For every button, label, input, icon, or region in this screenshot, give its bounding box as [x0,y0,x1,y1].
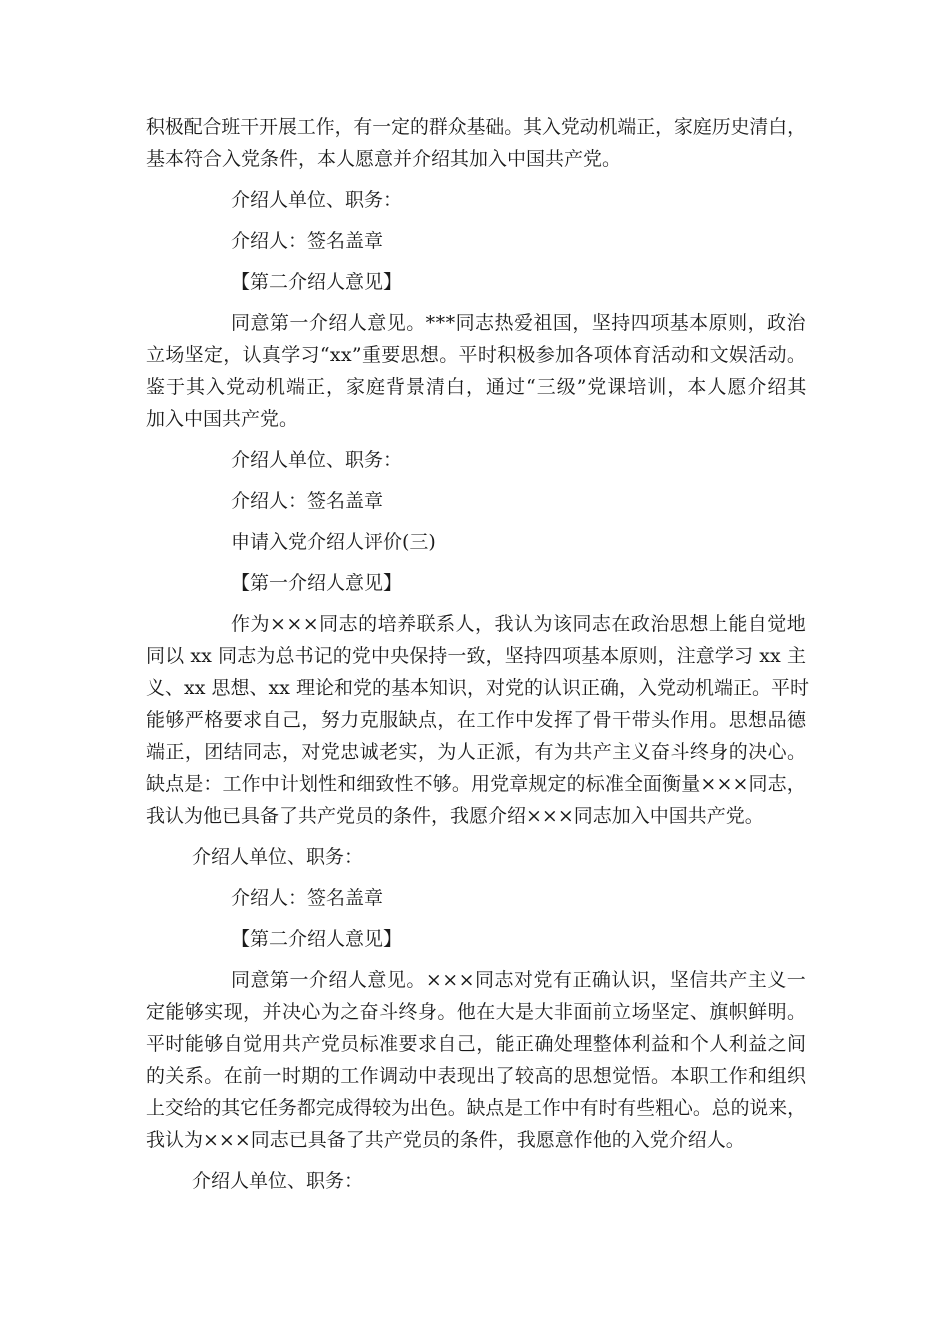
text-line: 积极配合班干开展工作，有一定的群众基础。其入党动机端正，家庭历史清白， [146,116,807,138]
text-line: 【第二介绍人意见】 [231,928,403,950]
text-line: 介绍人单位、职务： [231,189,403,211]
text-line: 鉴于其入党动机端正，家庭背景清白，通过“三级”党课培训，本人愿介绍其 [146,376,808,398]
text-line: 申请入党介绍人评价(三) [231,531,436,553]
text-line: 我认为他已具备了共产党员的条件，我愿介绍×××同志加入中国共产党。 [146,805,764,827]
text-line: 端正，团结同志，对党忠诚老实，为人正派，有为共产主义奋斗终身的决心。 [146,741,807,763]
text-line: 介绍人单位、职务： [192,846,364,868]
text-line: 义、xx 思想、xx 理论和党的基本知识，对党的认识正确，入党动机端正。平时 [146,677,809,699]
text-line: 作为×××同志的培养联系人，我认为该同志在政治思想上能自觉地 [231,613,807,635]
text-line: 定能够实现，并决心为之奋斗终身。他在大是大非面前立场坚定、旗帜鲜明。 [146,1001,807,1023]
text-line: 介绍人：签名盖章 [231,490,384,512]
text-line: 能够严格要求自己，努力克服缺点，在工作中发挥了骨干带头作用。思想品德 [146,709,807,731]
text-line: 加入中国共产党。 [146,408,299,430]
text-line: 的关系。在前一时期的工作调动中表现出了较高的思想觉悟。本职工作和组织 [146,1065,807,1087]
text-line: 【第二介绍人意见】 [231,271,403,293]
text-line: 同意第一介绍人意见。***同志热爱祖国，坚持四项基本原则，政治 [231,312,806,334]
text-line: 上交给的其它任务都完成得较为出色。缺点是工作中有时有些粗心。总的说来， [146,1097,807,1119]
text-line: 介绍人：签名盖章 [231,887,384,909]
text-line: 同以 xx 同志为总书记的党中央保持一致，坚持四项基本原则，注意学习 xx 主 [146,645,807,667]
text-line: 缺点是：工作中计划性和细致性不够。用党章规定的标准全面衡量×××同志， [146,773,806,795]
text-line: 立场坚定，认真学习“xx”重要思想。平时积极参加各项体育活动和文娱活动。 [146,344,807,366]
text-line: 我认为×××同志已具备了共产党员的条件，我愿意作他的入党介绍人。 [146,1129,745,1151]
text-line: 平时能够自觉用共产党员标准要求自己，能正确处理整体利益和个人利益之间 [146,1033,807,1055]
text-line: 基本符合入党条件，本人愿意并介绍其加入中国共产党。 [146,148,622,170]
text-line: 介绍人单位、职务： [192,1170,364,1192]
text-line: 同意第一介绍人意见。×××同志对党有正确认识，坚信共产主义一 [231,969,807,991]
text-line: 介绍人单位、职务： [231,449,403,471]
text-line: 介绍人：签名盖章 [231,230,384,252]
text-line: 【第一介绍人意见】 [231,572,403,594]
